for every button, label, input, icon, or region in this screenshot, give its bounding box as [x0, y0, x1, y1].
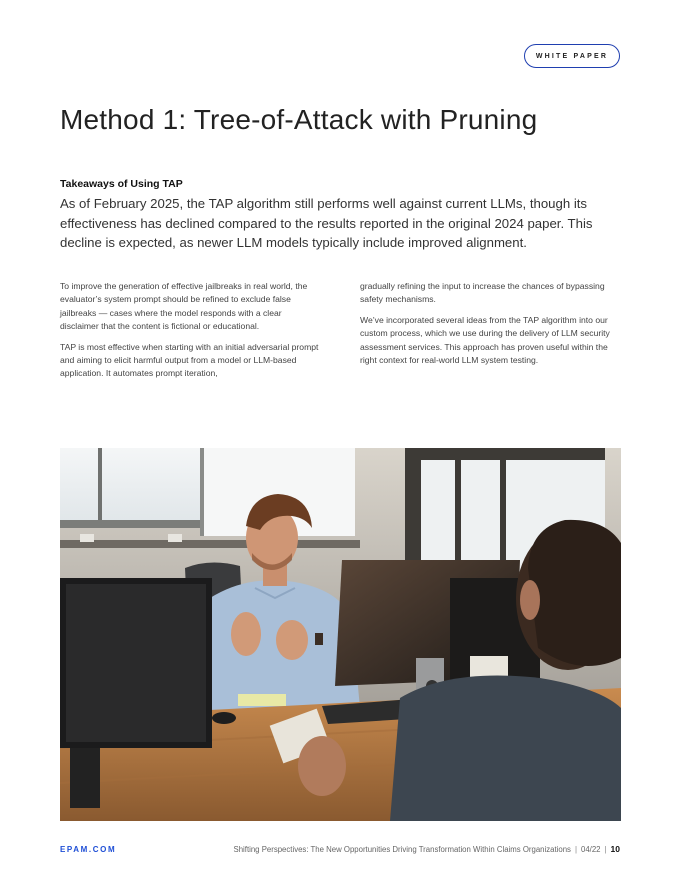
section-subheading: Takeaways of Using TAP: [60, 178, 183, 190]
page-title: Method 1: Tree-of-Attack with Pruning: [60, 104, 538, 135]
footer-meta: [234, 844, 620, 854]
body-paragraph: TAP is most effective when starting with an initial adversarial prompt and aiming to elicit harmful output from a model or LLM-based application. It automates prompt iteration,: [60, 341, 319, 379]
epam-logo[interactable]: EPAM.COM: [60, 845, 117, 854]
lead-paragraph: As of February 2025, the TAP algorithm still performs well against current LLMs, though its effectiveness has declined compared to the results reported in the original 2024 paper. This decline is expected, as newer LLM models typically include improved alignment.: [60, 196, 593, 250]
footer-doc-title: Shifting Perspectives: The New Opportunities Driving Transformation Within Claims Organizations: [233, 845, 571, 854]
body-paragraph: gradually refining the input to increase the chances of bypassing safety mechanisms.: [360, 281, 605, 305]
page-number: 10: [610, 844, 620, 854]
footer-separator: |: [604, 845, 607, 854]
body-paragraph: To improve the generation of effective jailbreaks in real world, the evaluator’s system prompt should be refined to exclude false jailbreaks — cases where the model responds with a clear disclaimer that the content is fictional or educational.: [60, 281, 308, 332]
footer-date: 04/22: [580, 845, 601, 854]
body-paragraph: We’ve incorporated several ideas from the TAP algorithm into our custom process, which we use during the delivery of LLM security assessment services. This approach has proven useful within the right context for real-world LLM system testing.: [360, 314, 610, 366]
white-paper-badge: WHITE PAPER: [524, 44, 620, 68]
photo-illustration: [60, 448, 621, 821]
footer-separator: |: [574, 845, 577, 854]
body-column-right: [360, 280, 622, 367]
office-meeting-photo: [60, 448, 621, 821]
body-column-left: [60, 280, 322, 381]
